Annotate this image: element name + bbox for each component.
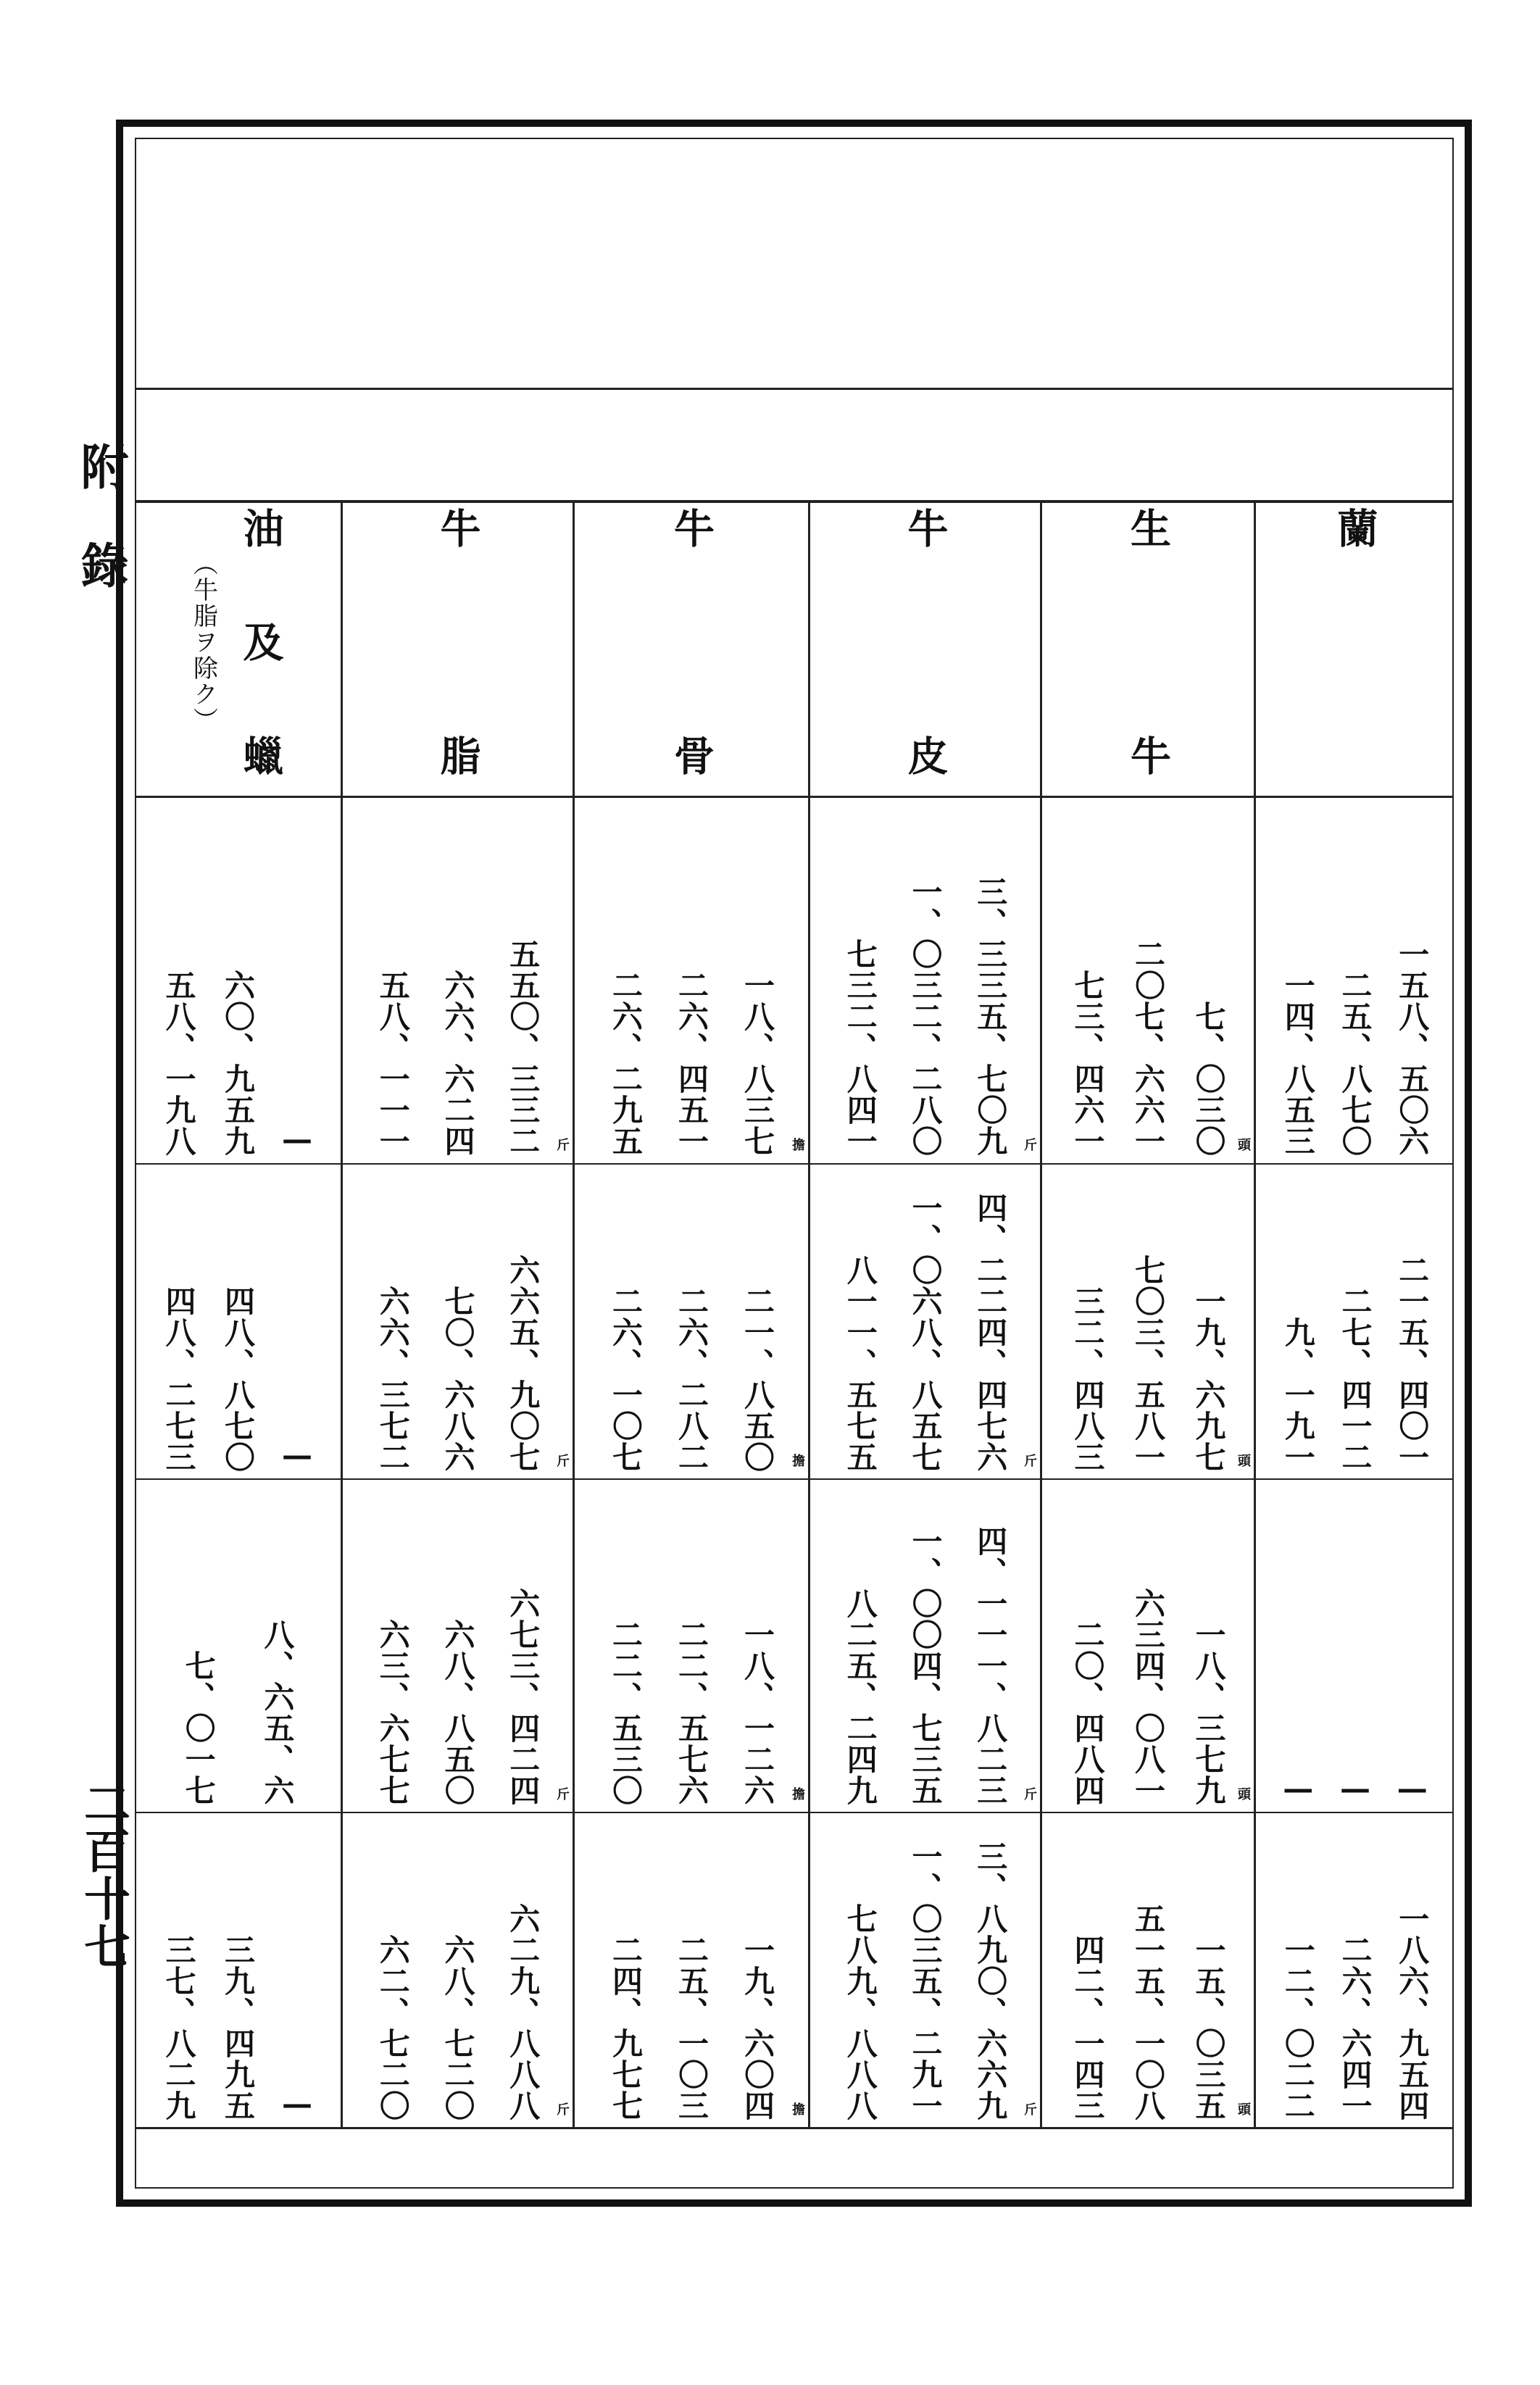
data-cell	[343, 1165, 573, 1473]
data-cell	[575, 1813, 808, 2121]
data-cell	[1042, 798, 1254, 1157]
data-cell	[1256, 1165, 1454, 1473]
unit-label: 斤	[1024, 1454, 1037, 1469]
value-total: 六二九、八八八	[505, 1903, 541, 2121]
value-sub-b: 八一一、五七五	[842, 1254, 878, 1473]
value-sub-a: 七〇、六八六	[440, 1286, 476, 1473]
header-cell-tallow	[343, 507, 573, 790]
header-cell-cowhide	[810, 507, 1040, 790]
value-sub-a: 六〇、九五九	[220, 970, 256, 1157]
value-sub-b: 一四、八五三	[1280, 970, 1316, 1157]
value-total: 一八六、九五四	[1394, 1903, 1431, 2121]
column-header: 牛皮	[901, 507, 949, 775]
value-total: 二一五、四〇一	[1394, 1254, 1431, 1473]
data-cell	[1042, 1813, 1254, 2121]
column-header: 牛骨	[667, 507, 715, 775]
data-cell	[135, 1165, 341, 1473]
data-cell	[575, 1165, 808, 1473]
value-sub-b: 三七、八二九	[161, 1934, 197, 2121]
value-total: 一九、六九七	[1191, 1286, 1227, 1473]
value-total: 一五八、五〇六	[1394, 938, 1431, 1157]
value-total: 一八、八三七	[740, 970, 775, 1157]
value-total: 一五、〇三五	[1191, 1934, 1227, 2121]
data-cell	[1256, 798, 1454, 1157]
unit-label: 斤	[1024, 1787, 1037, 1802]
value-sub-b: 七三二、八四一	[842, 938, 878, 1157]
value-sub-a: 一、〇〇四、七三五	[907, 1526, 944, 1806]
value-dash: —	[1280, 1770, 1316, 1806]
value-sub-a: 八、六五、六	[259, 1619, 296, 1806]
column-header: 蘭	[1331, 507, 1379, 548]
value-total: 七、〇三〇	[1191, 1001, 1227, 1157]
unit-label: 頭	[1238, 1454, 1251, 1469]
table-bottom-rule	[135, 2127, 1454, 2129]
data-cell	[1256, 1480, 1454, 1806]
value-dash: —	[279, 1121, 315, 1157]
value-dash: —	[1337, 1770, 1373, 1806]
data-cell	[1256, 1813, 1454, 2121]
data-cell	[810, 1480, 1040, 1806]
unit-label: 斤	[557, 1787, 570, 1802]
value-sub-a: 二五、一〇三	[674, 1934, 709, 2121]
value-sub-b: 二六、一〇七	[608, 1286, 644, 1473]
value-sub-b: 九、一九一	[1280, 1317, 1316, 1473]
unit-label: 擔	[792, 1787, 805, 1802]
header-cell-oil-wax	[135, 507, 341, 790]
value-sub-b: 五八、一九八	[161, 970, 197, 1157]
data-cell	[575, 1480, 808, 1806]
value-sub-b: 八二五、二四九	[842, 1588, 878, 1806]
margin-title: 附錄	[72, 442, 129, 639]
value-sub-a: 二二、五七六	[674, 1619, 709, 1806]
header-cell-live-cattle	[1042, 507, 1254, 790]
value-sub-a: 二六、四五一	[674, 970, 709, 1157]
data-cell	[810, 1165, 1040, 1473]
header-cell-cattle-bone	[575, 507, 808, 790]
value-sub-b: 二二、五三〇	[608, 1619, 644, 1806]
unit-label: 擔	[792, 1454, 805, 1469]
value-dash: —	[1394, 1770, 1431, 1806]
value-sub-b: 四八、二七三	[161, 1286, 197, 1473]
value-sub-a: 二六、二八二	[674, 1286, 709, 1473]
value-sub-b: 一二、〇二二	[1280, 1934, 1316, 2121]
value-sub-a: 二〇七、六六一	[1131, 938, 1166, 1157]
data-cell	[135, 1480, 341, 1806]
value-sub-b: 二六、二九五	[608, 970, 644, 1157]
value-total: 一九、六〇四	[740, 1934, 775, 2121]
value-total: 六七三、四二四	[505, 1588, 541, 1806]
header-top-rule	[135, 500, 1454, 503]
column-header: 牛脂	[433, 507, 482, 775]
value-sub-b: 七、〇一七	[180, 1650, 217, 1806]
unit-label: 頭	[1238, 1787, 1251, 1802]
value-total: 六六五、九〇七	[505, 1254, 541, 1473]
value-sub-a: 六八、八五〇	[440, 1619, 476, 1806]
value-total: 四、一一一、八二三	[973, 1526, 1009, 1806]
value-sub-a: 二六、六四一	[1337, 1934, 1373, 2121]
unit-label: 斤	[1024, 1138, 1037, 1153]
data-cell	[135, 798, 341, 1157]
unit-label: 斤	[557, 1138, 570, 1153]
value-sub-a: 四八、八七〇	[220, 1286, 256, 1473]
value-dash: —	[279, 1437, 315, 1473]
value-total: 三、三三五、七〇九	[973, 876, 1009, 1157]
value-sub-b: 五八、一一一	[375, 970, 411, 1157]
value-sub-b: 六三、六七七	[375, 1619, 411, 1806]
value-total: 五五〇、三三二	[505, 938, 541, 1157]
data-cell	[1042, 1480, 1254, 1806]
data-cell	[343, 1480, 573, 1806]
value-total: 四、二二四、四七六	[973, 1192, 1009, 1473]
value-sub-b: 七八九、八八八	[842, 1903, 878, 2121]
data-cell	[810, 798, 1040, 1157]
unit-label: 頭	[1238, 1138, 1251, 1153]
value-sub-b: 六六、三七二	[375, 1286, 411, 1473]
value-sub-a: 三九、四九五	[220, 1934, 256, 2121]
value-sub-a: 六三四、〇八一	[1131, 1588, 1166, 1806]
header-cell-lan	[1256, 507, 1454, 790]
value-sub-a: 七〇三、五八一	[1131, 1254, 1166, 1473]
value-sub-a: 五一五、一〇八	[1131, 1903, 1166, 2121]
value-sub-a: 一、〇三二、二八〇	[907, 876, 944, 1157]
unit-label: 擔	[792, 2102, 805, 2118]
value-total: 一八、一二六	[740, 1619, 775, 1806]
value-sub-b: 三二、四八三	[1070, 1286, 1106, 1473]
value-sub-b: 六二、七二〇	[375, 1934, 411, 2121]
data-cell	[343, 1813, 573, 2121]
data-cell	[575, 798, 808, 1157]
value-sub-a: 六六、六二四	[440, 970, 476, 1157]
value-sub-b: 二四、九七七	[608, 1934, 644, 2121]
value-sub-b: 二〇、四八四	[1070, 1619, 1106, 1806]
unit-label: 斤	[557, 2102, 570, 2118]
unit-label: 斤	[557, 1454, 570, 1469]
value-sub-a: 一、〇六八、八五七	[907, 1192, 944, 1473]
unit-label: 頭	[1238, 2102, 1251, 2118]
unit-label: 斤	[1024, 2102, 1037, 2118]
page-number: 二百十七	[76, 1779, 130, 1970]
value-sub-b: 七三、四六一	[1070, 970, 1106, 1157]
value-total: 三、八九〇、六六九	[973, 1841, 1009, 2121]
column-header-note: （牛脂ヲ除ク）	[188, 551, 218, 733]
data-cell	[343, 798, 573, 1157]
value-sub-a: 二七、四一二	[1337, 1286, 1373, 1473]
unit-label: 擔	[792, 1138, 805, 1153]
column-header: 油及蠟	[236, 507, 285, 775]
data-cell	[810, 1813, 1040, 2121]
value-sub-b: 四二、一四三	[1070, 1934, 1106, 2121]
value-total: 一八、三七九	[1191, 1619, 1227, 1806]
data-cell	[1042, 1165, 1254, 1473]
value-sub-a: 二五、八七〇	[1337, 970, 1373, 1157]
value-sub-a: 一、〇三五、二九一	[907, 1841, 944, 2121]
value-sub-a: 六八、七二〇	[440, 1934, 476, 2121]
data-cell	[135, 1813, 341, 2121]
value-total: 二一、八五〇	[740, 1286, 775, 1473]
column-header: 生牛	[1124, 507, 1172, 775]
value-dash: —	[279, 2086, 315, 2121]
top-band-divider	[135, 388, 1454, 390]
